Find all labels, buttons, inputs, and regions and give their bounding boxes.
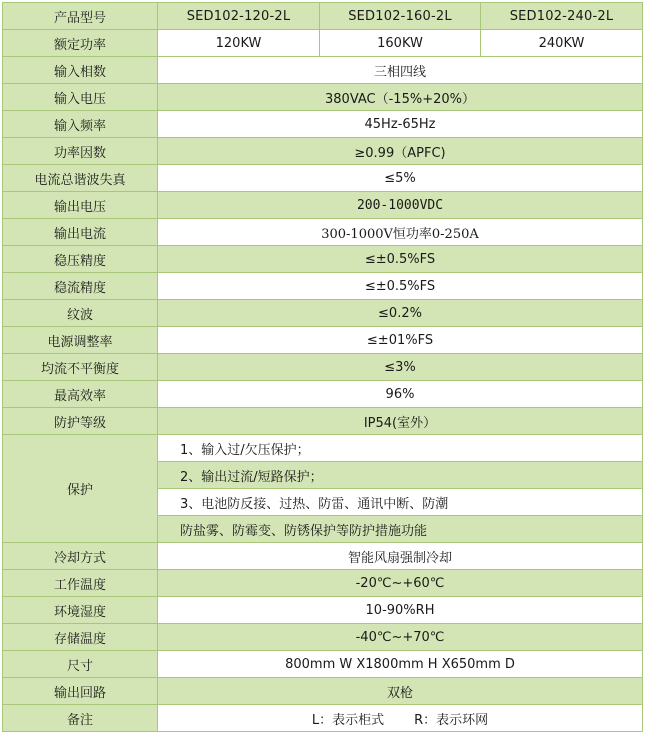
output-voltage-row bbox=[3, 192, 643, 219]
protection-item: 3、电池防反接、过热、防雷、通讯中断、防潮 bbox=[158, 489, 643, 516]
spec-row bbox=[3, 543, 643, 570]
model-120: SED102-120-2L bbox=[158, 3, 320, 30]
spec-row bbox=[3, 570, 643, 597]
protection-item: 1、输入过/欠压保护； bbox=[158, 435, 643, 462]
row-label: 冷却方式 bbox=[3, 543, 158, 570]
spec-row bbox=[3, 246, 643, 273]
rated-power-240: 240KW bbox=[481, 30, 643, 57]
product-model-label: 产品型号 bbox=[3, 3, 158, 30]
protection-item: 防盐雾、防霉变、防锈保护等防护措施功能 bbox=[158, 516, 643, 543]
spec-row bbox=[3, 597, 643, 624]
note-cabinet: L：表示柜式 bbox=[311, 712, 385, 728]
row-value: ≤3% bbox=[158, 354, 643, 381]
row-label: 功率因数 bbox=[3, 138, 158, 165]
row-label: 稳流精度 bbox=[3, 273, 158, 300]
row-value: 45Hz-65Hz bbox=[158, 111, 643, 138]
protection-label: 保护 bbox=[3, 435, 158, 543]
row-value: ≤±0.5%FS bbox=[158, 273, 643, 300]
row-value: 380VAC（-15%+20%） bbox=[158, 84, 643, 111]
row-label: 均流不平衡度 bbox=[3, 354, 158, 381]
output-current-value: 300-1000V恒功率0-250A bbox=[158, 219, 643, 246]
row-value: -40℃~+70℃ bbox=[158, 624, 643, 651]
spec-row bbox=[3, 678, 643, 705]
spec-row bbox=[3, 354, 643, 381]
spec-row bbox=[3, 111, 643, 138]
row-label: 尺寸 bbox=[3, 651, 158, 678]
row-value: 智能风扇强制冷却 bbox=[158, 543, 643, 570]
row-label: 输出回路 bbox=[3, 678, 158, 705]
spec-row bbox=[3, 84, 643, 111]
row-label: 最高效率 bbox=[3, 381, 158, 408]
spec-row bbox=[3, 57, 643, 84]
spec-row bbox=[3, 165, 643, 192]
header-row bbox=[3, 3, 643, 30]
model-240: SED102-240-2L bbox=[481, 3, 643, 30]
protection-row bbox=[3, 435, 643, 462]
row-value: -20℃~+60℃ bbox=[158, 570, 643, 597]
spec-row bbox=[3, 327, 643, 354]
notes-row bbox=[3, 705, 643, 732]
row-label: 输入相数 bbox=[3, 57, 158, 84]
rated-power-120: 120KW bbox=[158, 30, 320, 57]
note-ring: R：表示环网 bbox=[414, 712, 489, 728]
row-value: 10-90%RH bbox=[158, 597, 643, 624]
spec-row bbox=[3, 624, 643, 651]
row-label: 环境湿度 bbox=[3, 597, 158, 624]
spec-row bbox=[3, 381, 643, 408]
row-label: 电源调整率 bbox=[3, 327, 158, 354]
notes-value bbox=[158, 705, 643, 732]
row-label: 电流总谐波失真 bbox=[3, 165, 158, 192]
row-value: 96% bbox=[158, 381, 643, 408]
spec-row bbox=[3, 273, 643, 300]
rated-power-row bbox=[3, 30, 643, 57]
row-label: 输入频率 bbox=[3, 111, 158, 138]
output-current-label: 输出电流 bbox=[3, 219, 158, 246]
spec-row bbox=[3, 300, 643, 327]
row-label: 防护等级 bbox=[3, 408, 158, 435]
row-value: ≤±0.5%FS bbox=[158, 246, 643, 273]
row-value: ≥0.99（APFC) bbox=[158, 138, 643, 165]
rated-power-160: 160KW bbox=[320, 30, 481, 57]
row-value: IP54(室外） bbox=[158, 408, 643, 435]
spec-table bbox=[2, 2, 643, 732]
row-value: 双枪 bbox=[158, 678, 643, 705]
spec-row bbox=[3, 138, 643, 165]
spec-row bbox=[3, 408, 643, 435]
row-value: ≤5% bbox=[158, 165, 643, 192]
row-label: 输入电压 bbox=[3, 84, 158, 111]
row-value: ≤±01%FS bbox=[158, 327, 643, 354]
protection-item: 2、输出过流/短路保护； bbox=[158, 462, 643, 489]
output-voltage-label: 输出电压 bbox=[3, 192, 158, 219]
rated-power-label: 额定功率 bbox=[3, 30, 158, 57]
row-label: 工作温度 bbox=[3, 570, 158, 597]
row-value: 三相四线 bbox=[158, 57, 643, 84]
output-current-row bbox=[3, 219, 643, 246]
row-value: ≤0.2% bbox=[158, 300, 643, 327]
model-160: SED102-160-2L bbox=[320, 3, 481, 30]
row-value: 800mm W X1800mm H X650mm D bbox=[158, 651, 643, 678]
row-label: 存储温度 bbox=[3, 624, 158, 651]
row-label: 纹波 bbox=[3, 300, 158, 327]
output-voltage-value: 200-1000VDC bbox=[158, 192, 643, 219]
row-label: 稳压精度 bbox=[3, 246, 158, 273]
spec-row bbox=[3, 651, 643, 678]
notes-label: 备注 bbox=[3, 705, 158, 732]
